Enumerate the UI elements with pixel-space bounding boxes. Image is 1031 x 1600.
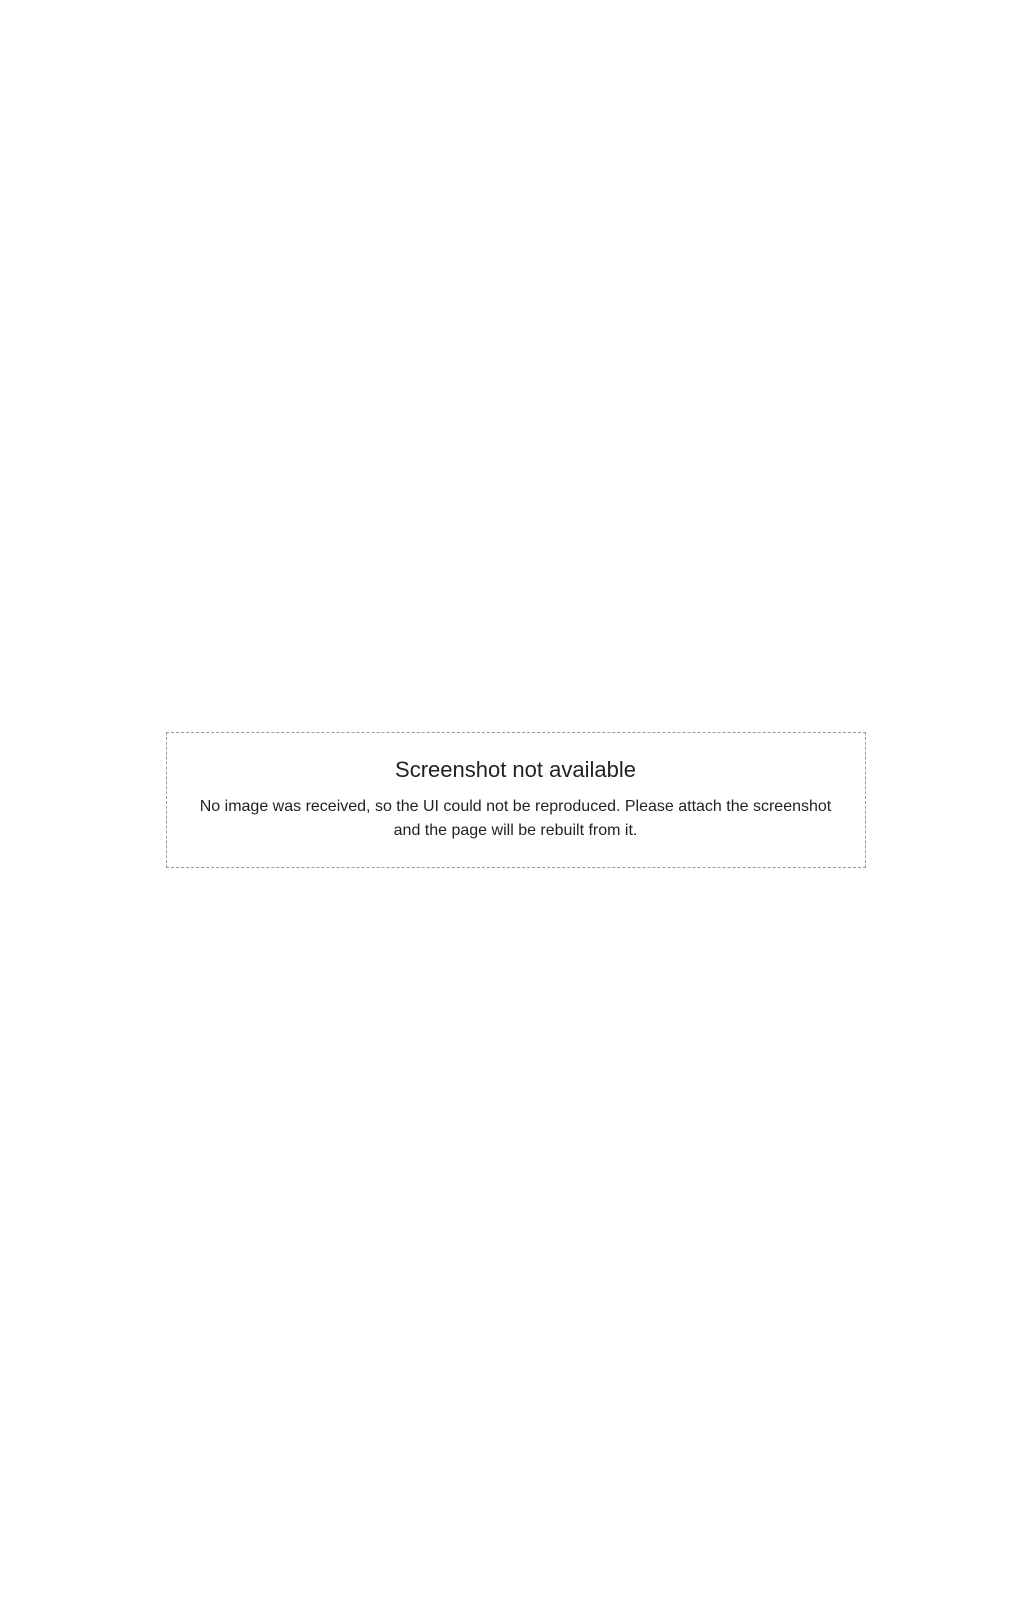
missing-image-notice (166, 732, 866, 868)
notice-title: Screenshot not available (395, 757, 636, 782)
notice-body: No image was received, so the UI could not be reproduced. Please attach the screenshot and the page will be rebuilt from it. (199, 798, 832, 839)
